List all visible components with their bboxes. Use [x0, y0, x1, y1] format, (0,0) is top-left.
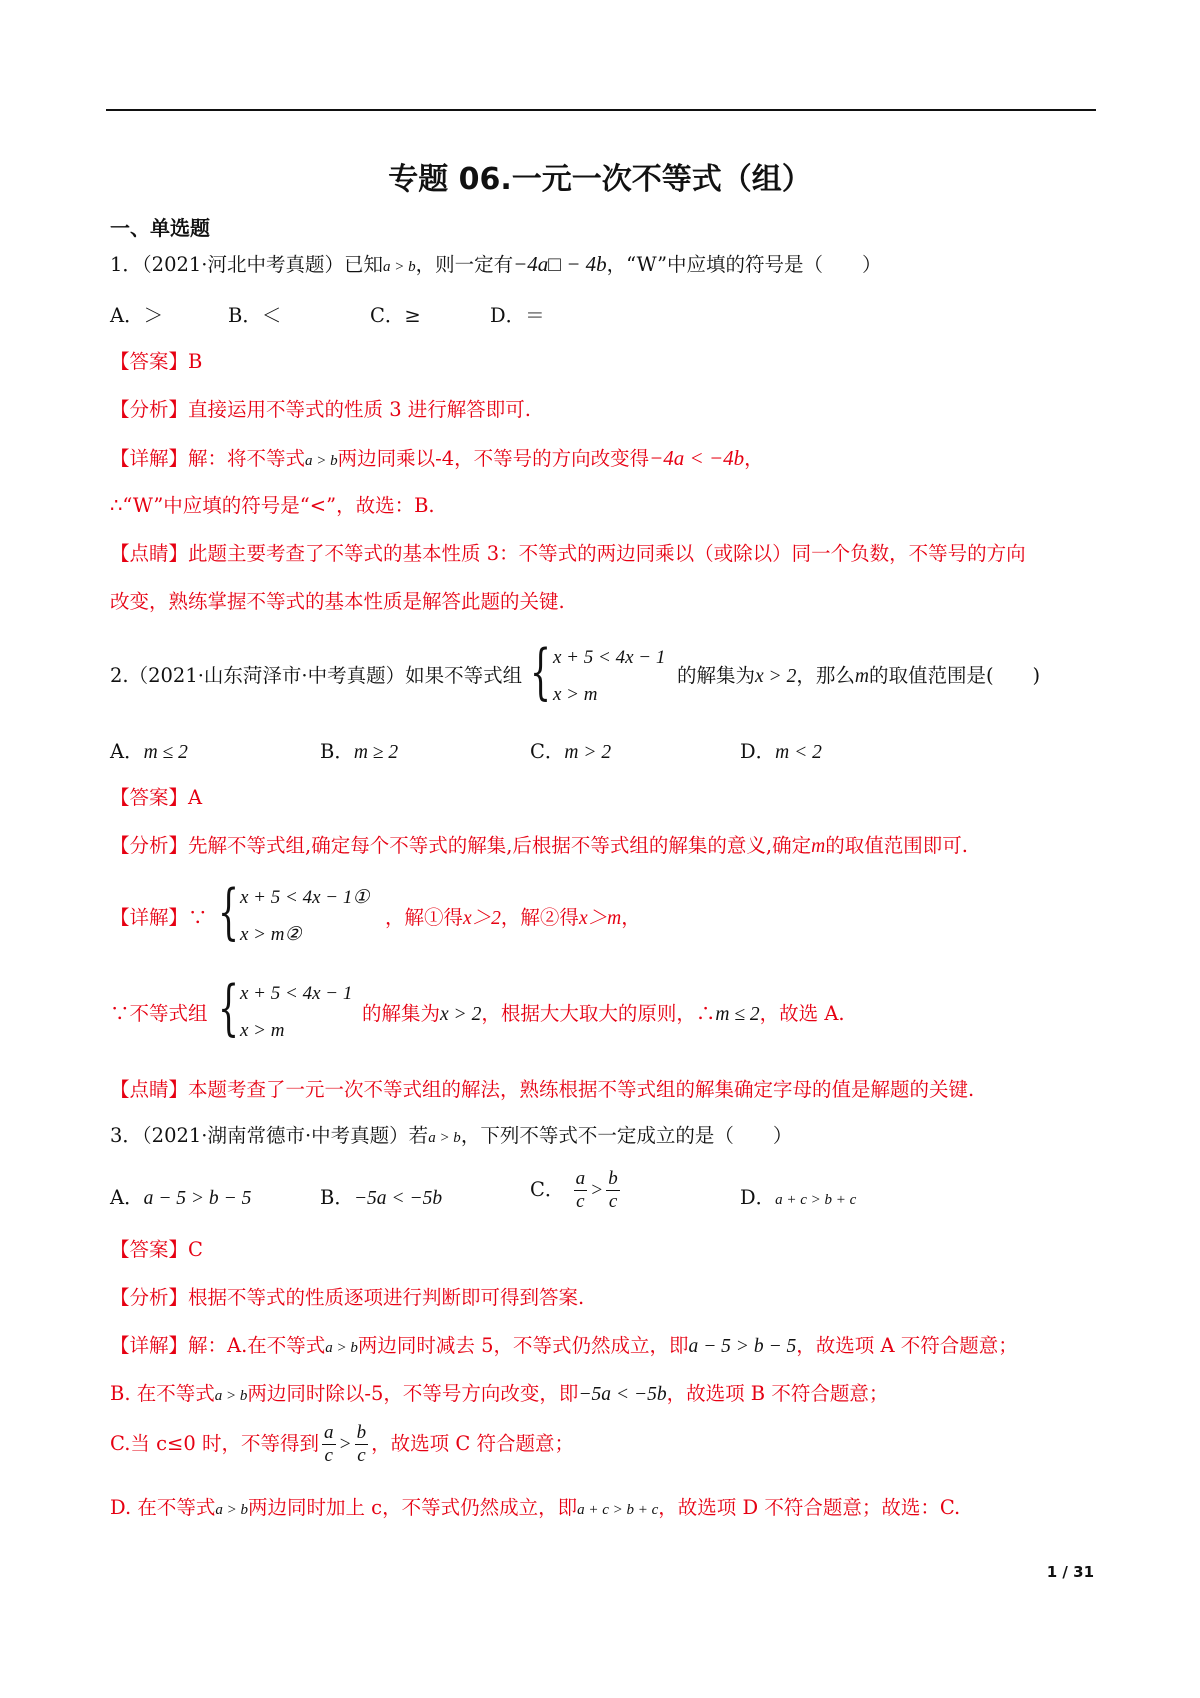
- q2-system-line1: x + 5 < 4x − 1: [553, 647, 666, 668]
- q1-comment-line2: 改变，熟练掌握不等式的基本性质是解答此题的关键.: [110, 590, 565, 613]
- q1-answer: 【答案】B: [110, 350, 203, 373]
- q2-stem-prefix: 2.（2021·山东菏泽市·中考真题）如果不等式组: [110, 664, 523, 687]
- q2-option-a: A．m ≤ 2: [110, 740, 188, 763]
- q2-option-b: B．m ≥ 2: [320, 740, 399, 763]
- q2-detail-system-line1: x + 5 < 4x − 1①: [240, 887, 370, 908]
- q2-stem-suffix: 的解集为x > 2，那么m的取值范围是( ): [677, 664, 1041, 687]
- q3-stem: 3．（2021·湖南常德市·中考真题）若a > b，下列不等式不一定成立的是（ ）: [110, 1124, 793, 1147]
- page-title: 专题 06.一元一次不等式（组）: [388, 162, 812, 197]
- q1-option-d: D．＝: [490, 304, 545, 327]
- q2-brace: {: [530, 637, 552, 707]
- q3-detail-fraction-a: $\frac{a}{c}$: [324, 1422, 334, 1466]
- q2-line2-system-line1: x + 5 < 4x − 1: [240, 983, 353, 1004]
- q1-option-c: C．≥: [370, 304, 421, 327]
- q3-detail-fraction-b: $\frac{b}{c}$: [356, 1422, 367, 1466]
- q1-option-b: B．＜: [228, 304, 282, 327]
- q2-line2-brace: {: [218, 973, 240, 1043]
- q2-comment: 【点睛】本题考查了一元一次不等式组的解法，熟练根据不等式组的解集确定字母的值是解题的关键.: [110, 1078, 975, 1101]
- q3-detail-b: B. 在不等式a > b两边同时除以-5，不等号方向改变，即−5a < −5b，故选项 B 不符合题意；: [110, 1382, 889, 1405]
- q3-detail-d: D. 在不等式a > b两边同时加上 c，不等式仍然成立，即a + c > b + c，故选项 D 不符合题意；故选：C.: [110, 1496, 961, 1519]
- q2-option-c: C．m > 2: [530, 740, 612, 763]
- q1-stem: 1．（2021·河北中考真题）已知a > b，则一定有−4a□ − 4b，“W”中应填的符号是（ ）: [110, 252, 882, 276]
- header-rule: [106, 109, 1096, 111]
- q2-detail-brace: {: [218, 877, 240, 947]
- q2-line2-prefix: ∵不等式组: [110, 1002, 208, 1025]
- q3-option-d: D．a + c > b + c: [740, 1186, 857, 1209]
- q3-detail-c: C.当 c≤0 时，不等得到 $\frac{a}{c}$ > $\frac{b}{c}$ ，故选项 C 符合题意；: [110, 1422, 574, 1466]
- q2-line2-suffix: 的解集为x > 2，根据大大取大的原则，∴m ≤ 2，故选 A.: [362, 1002, 845, 1025]
- q1-analysis: 【分析】直接运用不等式的性质 3 进行解答即可.: [110, 398, 532, 421]
- section-heading: 一、单选题: [110, 216, 210, 240]
- q3-option-b: B．−5a < −5b: [320, 1186, 443, 1209]
- q1-option-a: A．＞: [110, 304, 164, 327]
- q3-option-c-fraction-a: $\frac{a}{c}$: [575, 1168, 586, 1212]
- q2-line2-system-line2: x > m: [240, 1020, 285, 1041]
- q2-detail-system-line2: x > m②: [240, 924, 302, 945]
- q3-option-a: A．a − 5 > b − 5: [110, 1186, 252, 1209]
- q3-detail-a: 【详解】解：A.在不等式a > b两边同时减去 5，不等式仍然成立，即a − 5 > b − 5，故选项 A 不符合题意；: [110, 1334, 1018, 1357]
- q3-analysis: 【分析】根据不等式的性质逐项进行判断即可得到答案.: [110, 1286, 585, 1309]
- q2-answer: 【答案】A: [110, 786, 203, 809]
- q3-option-c-fraction-b: $\frac{b}{c}$: [608, 1168, 618, 1212]
- page-number: 1 / 31: [1046, 1563, 1094, 1581]
- q2-system-line2: x > m: [553, 684, 598, 705]
- q1-comment-line1: 【点睛】此题主要考查了不等式的基本性质 3：不等式的两边同乘以（或除以）同一个负数，不等号的方向: [110, 542, 1026, 565]
- q1-detail: 【详解】解：将不等式a > b两边同乘以-4，不等号的方向改变得−4a < −4b，: [110, 446, 764, 470]
- q1-therefore: ∴“W”中应填的符号是“<”，故选：B.: [110, 494, 435, 517]
- q3-answer: 【答案】C: [110, 1238, 203, 1261]
- q2-analysis: 【分析】先解不等式组,确定每个不等式的解集,后根据不等式组的解集的意义,确定m的取值范围即可.: [110, 834, 968, 857]
- q2-option-d: D．m < 2: [740, 740, 822, 763]
- q2-detail-suffix: ，解①得x＞2，解②得x＞m，: [385, 906, 641, 929]
- q2-detail-prefix: 【详解】∵: [110, 906, 208, 929]
- q3-option-c: C． $\frac{a}{c}$ > $\frac{b}{c}$: [530, 1168, 618, 1212]
